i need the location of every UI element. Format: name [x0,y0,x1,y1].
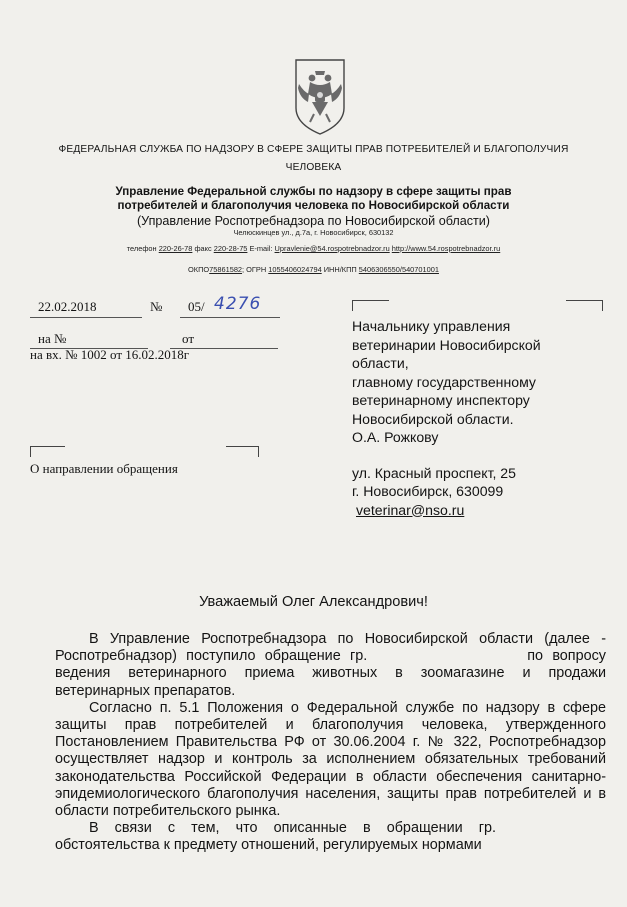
fax-number: 220-28-75 [213,244,248,253]
date-underline [30,317,142,318]
department-line1: Управление Федеральной службы по надзору в сфере защиты прав [115,185,512,198]
addressee-email-link[interactable]: veterinar@nso.ru [356,501,465,518]
ogrn-value: 1055406024794 [268,265,322,274]
paragraph-2: Согласно п. 5.1 Положения о Федеральной службе по надзору в сфере защиты прав потребителей и благополучия человека, утвержденного Постановлением Правительства РФ от 30.06.2004 г. № 322, Роспотребнадзор осуществляет надзор и контроль за исполнением обязательных требований законодательства Российской Федерации в области обеспечения санитарно-эпидемиологического благополучия населения, защиты прав потребителей и в области потребительского рынка. [55,699,606,820]
department-short-name: (Управление Роспотребнадзора по Новосибирской области) [136,214,491,228]
reply-to-number-label: на № [38,331,67,346]
letter-subject: О направлении обращения [30,461,178,476]
department-address: Челюскинцев ул., д.7а, г. Новосибирск, 630132 [233,228,394,237]
coat-of-arms-icon [290,58,350,136]
registration-codes: ОКПО75861582; ОГРН 1055406024794 ИНН/КПП 5406306550/540701001 [188,265,439,274]
agency-name-line2: ЧЕЛОВЕКА [285,162,342,173]
reply-to-date-label: от [182,331,195,346]
ogrn-label: ОГРН [246,265,267,274]
paragraph-1-part1: В Управление Роспотребнадзора по Новосибирской области (далее - Роспотребнадзор) поступило обращение гр. [55,631,606,665]
addressee-line: ветеринарии Новосибирской [352,336,541,353]
outgoing-number-handwritten: 4276 [214,294,262,314]
addressee-line: ветеринарному инспектору [352,392,530,408]
addressee-line: Новосибирской области. [352,410,514,427]
addressee-bracket-right [566,300,603,311]
subject-bracket-left [30,446,65,457]
addressee-street: ул. Красный проспект, 25 [352,464,516,481]
addressee-line: области, [352,355,409,371]
department-line2: потребителей и благополучия человека по Новосибирской области [117,199,510,212]
letter-body [55,631,606,855]
email-link[interactable]: Upravlenie@54.rospotrebnadzor.ru [274,244,390,253]
greeting: Уважаемый Олег Александрович! [199,594,428,610]
paragraph-3-part2: обстоятельства к предмету отношений, регулируемых нормами [55,837,482,854]
okpo-label: ОКПО [188,265,210,274]
paragraph-1 [55,631,606,700]
outgoing-number-prefix: 05/ [188,299,205,314]
inn-kpp-value: 5406306550/540701001 [358,265,439,274]
phone-number: 220-26-78 [158,244,193,253]
paragraph-1-part2: по вопросу ведения ветеринарного приема животных в зоомагазине и продажи ветеринарных препаратов. [55,648,606,699]
inn-label: ИНН/КПП [323,265,357,274]
addressee-city: г. Новосибирск, 630099 [352,483,504,499]
incoming-reference: на вх. № 1002 от 16.02.2018г [30,347,190,362]
paragraph-3 [55,820,606,854]
number-underline [180,317,280,318]
phone-label: телефон [126,244,157,253]
addressee-line: Начальнику управления [352,318,511,334]
agency-name [30,139,597,175]
subject-bracket-right [226,446,259,457]
okpo-value: 75861582 [209,265,243,274]
department-name [0,185,627,229]
outgoing-date: 22.02.2018 [38,299,97,314]
agency-name-line1: ФЕДЕРАЛЬНАЯ СЛУЖБА ПО НАДЗОРУ В СФЕРЕ ЗАЩИТЫ ПРАВ ПОТРЕБИТЕЛЕЙ И БЛАГОПОЛУЧИЯ [58,144,569,155]
email-label: E-mail: [249,244,273,253]
addressee-line: главному государственному [352,373,536,390]
fax-label: факс [194,244,212,253]
addressee-block [352,317,602,519]
number-sign: № [150,299,163,314]
contacts-line [0,244,627,253]
addressee-name: О.А. Рожкову [352,429,439,445]
website-link[interactable]: http://www.54.rospotrebnadzor.ru [391,244,501,253]
paragraph-3-part1: В связи с тем, что описанные в обращении гр. [89,820,496,837]
addressee-bracket-left [352,300,389,311]
